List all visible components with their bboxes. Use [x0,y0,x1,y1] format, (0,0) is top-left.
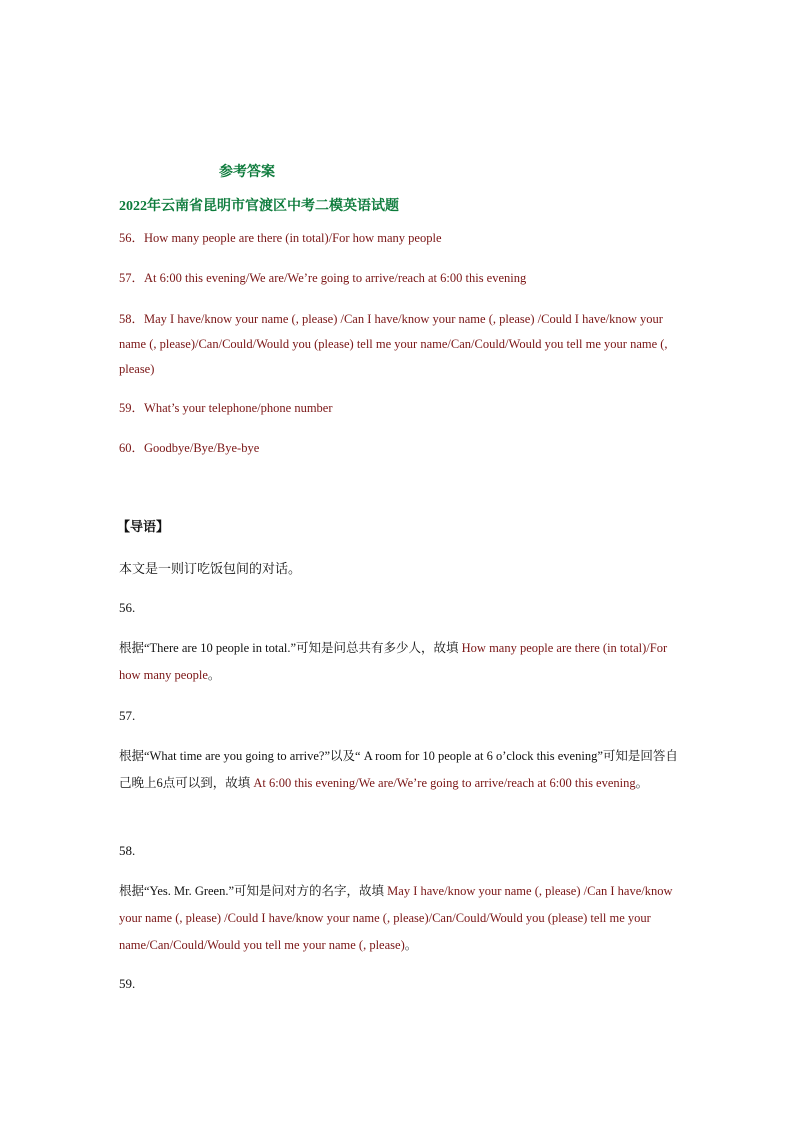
answer-heading: 参考答案 [219,165,275,180]
exam-title: 2022年云南省昆明市官渡区中考二模英语试题 [119,199,399,214]
explanation-end: 。 [404,938,418,952]
answer-text: May I have/know your name (, please) /Can I have/know your name (, please) /Could I have/know your name (, please)/Can/Could/Would you (please) tell me your name/Can/Could/Would you tell me your name (, please) [119,312,668,376]
guide-intro: 本文是一则订吃饭包间的对话。 [119,561,302,576]
answer-56 [119,226,679,251]
explanation-number-58: 58. [119,843,136,858]
explanation-number-57: 57. [119,708,136,723]
explanation-text: 根据“What time are you going to arrive?”以及“ A room for 10 people at 6 o’clock this evening”可知是回答自己晚上6点可以到，故填 [119,749,678,790]
answer-text: Goodbye/Bye/Bye-bye [144,441,260,455]
explanation-answer: How many people are there (in total)/For how many people [119,641,668,682]
explanation-answer: May I have/know your name (, please) /Can I have/know your name (, please) /Could I have/know your name (, please)/Can/Could/Would you (please) tell me your name/Can/Could/Would you tell me your name (, please) [119,884,673,952]
explanation-58 [119,878,679,959]
answer-58 [119,307,679,382]
explanation-answer: At 6:00 this evening/We are/We’re going to arrive/reach at 6:00 this evening [250,776,636,790]
explanation-57 [119,743,679,797]
answer-text: What’s your telephone/phone number [144,401,333,415]
explanation-number-59: 59. [119,976,136,991]
guide-label: 【导语】 [117,519,170,534]
explanation-end: 。 [207,668,221,682]
answer-57 [119,266,679,291]
explanation-text: 根据“Yes. Mr. Green.”可知是问对方的名字，故填 [119,884,385,898]
answer-60 [119,436,679,461]
explanation-56 [119,635,679,689]
answer-text: How many people are there (in total)/For how many people [144,231,442,245]
answer-number: 58． [119,312,145,326]
answer-text: At 6:00 this evening/We are/We’re going to arrive/reach at 6:00 this evening [144,271,527,285]
answer-number: 56． [119,231,145,245]
answer-number: 59． [119,401,145,415]
answer-number: 57． [119,271,145,285]
explanation-text: 根据“There are 10 people in total.”可知是问总共有多少人，故填 [119,641,459,655]
explanation-end: 。 [635,776,649,790]
answer-number: 60． [119,441,145,455]
explanation-number-56: 56. [119,600,136,615]
answer-59 [119,396,679,421]
